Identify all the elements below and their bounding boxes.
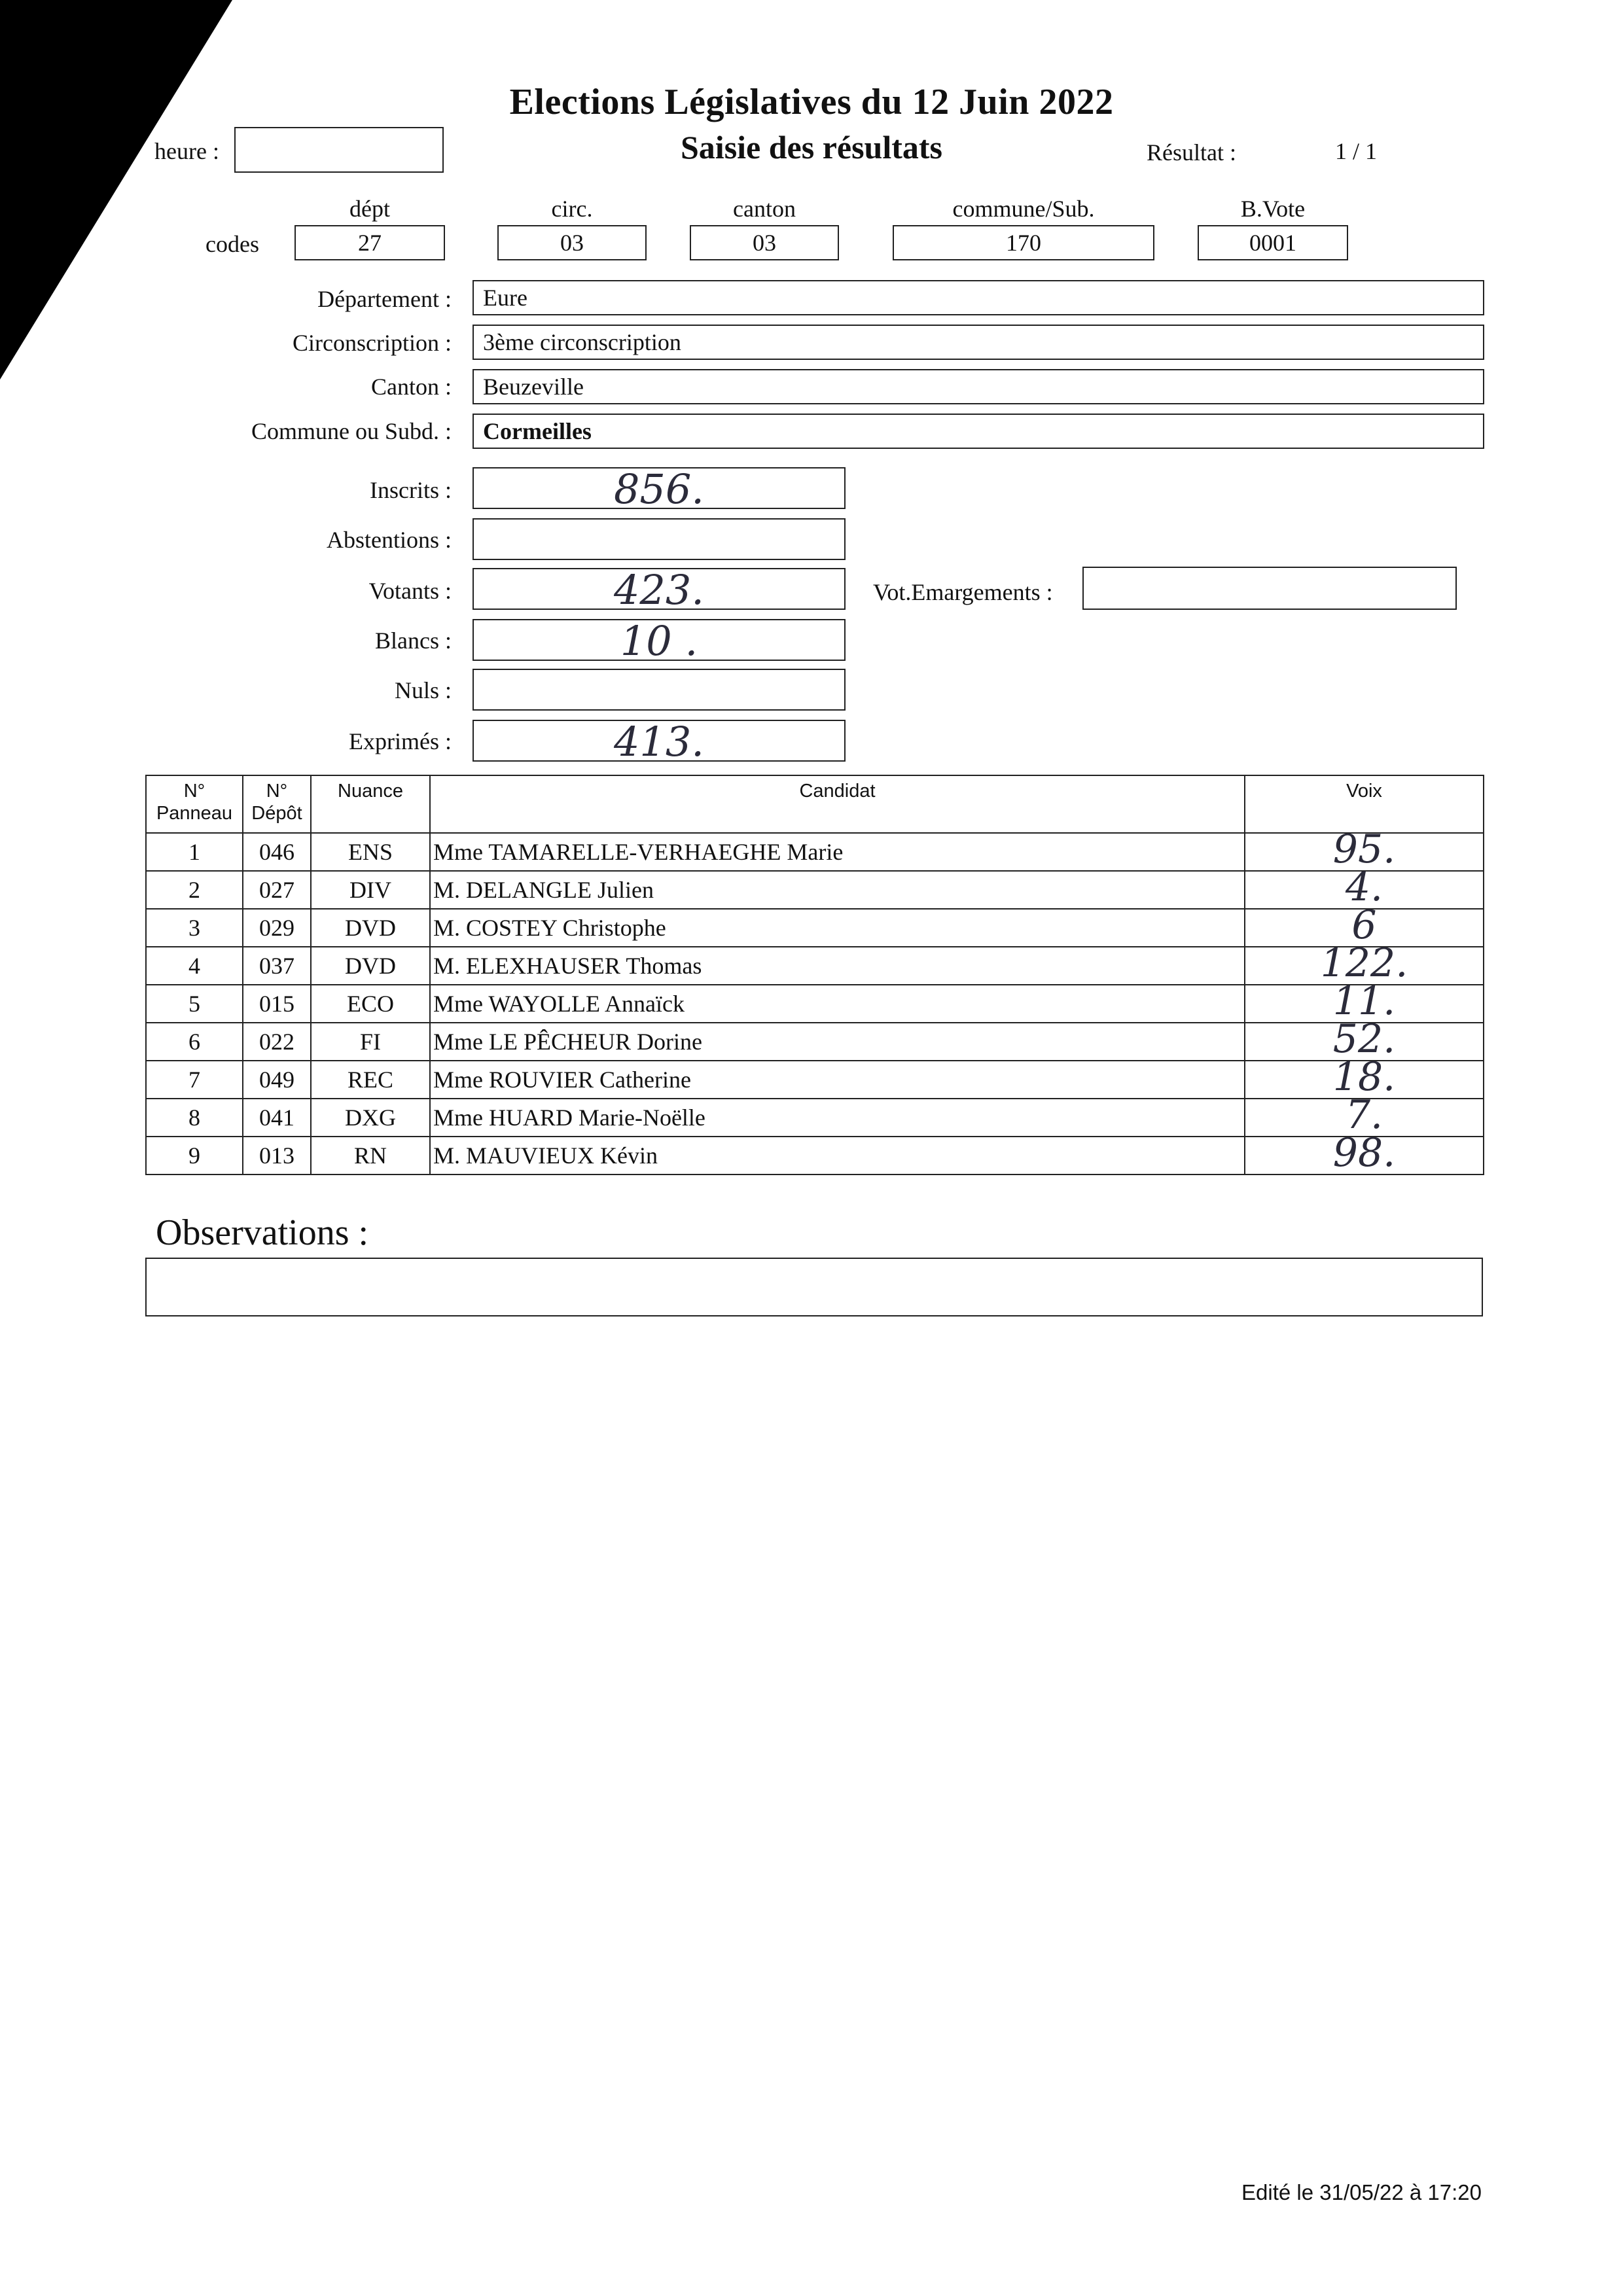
inscrits-label: Inscrits :: [370, 477, 452, 503]
circonscription-label: Circonscription :: [293, 330, 452, 356]
depot-cell: 037: [243, 947, 311, 985]
commune-field[interactable]: Cormeilles: [473, 414, 1484, 449]
voix-value: 98.: [1332, 1130, 1396, 1176]
candidat-cell: Mme TAMARELLE-VERHAEGHE Marie: [430, 833, 1245, 871]
code-dept-field[interactable]: [294, 225, 445, 260]
vot-emargements-label: Vot.Emargements :: [873, 579, 1053, 605]
nuance-cell: DVD: [311, 947, 430, 985]
col-candidat-header: Candidat: [430, 775, 1245, 833]
depot-cell: 022: [243, 1023, 311, 1061]
code-circ-label: circ.: [551, 196, 593, 222]
depot-cell: 015: [243, 985, 311, 1023]
candidat-cell: Mme LE PÊCHEUR Dorine: [430, 1023, 1245, 1061]
circonscription-field[interactable]: 3ème circonscription: [473, 325, 1484, 360]
candidat-cell: M. COSTEY Christophe: [430, 909, 1245, 947]
edited-timestamp: Edité le 31/05/22 à 17:20: [1241, 2180, 1482, 2204]
vot-emargements-field[interactable]: [1082, 567, 1457, 610]
panneau-cell: 2: [146, 871, 243, 909]
panneau-cell: 1: [146, 833, 243, 871]
departement-label: Département :: [317, 286, 452, 312]
col-nuance-header: Nuance: [311, 775, 430, 833]
table-header-row: [146, 775, 1484, 833]
voix-value: 11.: [1332, 978, 1396, 1024]
code-dept-label: dépt: [349, 196, 390, 222]
inscrits-value: 856.: [613, 465, 705, 513]
results-table: [145, 775, 1484, 1175]
resultat-label: Résultat :: [1147, 139, 1236, 166]
exprimes-value: 413.: [613, 718, 705, 766]
code-circ-field[interactable]: [497, 225, 647, 260]
heure-field[interactable]: [234, 127, 444, 173]
table-row: [146, 1099, 1484, 1137]
voix-value: 122.: [1320, 940, 1408, 986]
exprimes-field[interactable]: [473, 718, 846, 766]
page-title: Elections Législatives du 12 Juin 2022: [509, 82, 1114, 122]
nuance-cell: RN: [311, 1137, 430, 1174]
canton-label: Canton :: [371, 374, 452, 400]
table-row: [146, 909, 1484, 947]
depot-cell: 041: [243, 1099, 311, 1137]
code-bvote-label: B.Vote: [1240, 196, 1306, 222]
resultat-value: 1 / 1: [1335, 138, 1378, 164]
blancs-field[interactable]: [473, 617, 846, 665]
votants-label: Votants :: [368, 578, 452, 604]
depot-cell: 029: [243, 909, 311, 947]
code-canton-label: canton: [733, 196, 796, 222]
table-row: [146, 1061, 1484, 1099]
candidat-cell: M. MAUVIEUX Kévin: [430, 1137, 1245, 1174]
panneau-cell: 5: [146, 985, 243, 1023]
code-dept-value: 27: [358, 230, 382, 256]
panneau-cell: 7: [146, 1061, 243, 1099]
table-row: [146, 947, 1484, 985]
votants-value: 423.: [613, 566, 705, 614]
candidat-cell: Mme HUARD Marie-Noëlle: [430, 1099, 1245, 1137]
code-commune-label: commune/Sub.: [952, 196, 1095, 222]
voix-value: 18.: [1332, 1054, 1396, 1100]
code-commune-field[interactable]: [893, 225, 1154, 260]
abstentions-label: Abstentions :: [326, 527, 452, 553]
code-bvote-field[interactable]: [1198, 225, 1348, 260]
depot-cell: 049: [243, 1061, 311, 1099]
depot-cell: 013: [243, 1137, 311, 1174]
table-row: [146, 871, 1484, 909]
candidat-cell: M. DELANGLE Julien: [430, 871, 1245, 909]
code-canton-field[interactable]: [690, 225, 839, 260]
code-canton-value: 03: [753, 230, 776, 256]
candidat-cell: Mme ROUVIER Catherine: [430, 1061, 1245, 1099]
candidat-cell: Mme WAYOLLE Annaïck: [430, 985, 1245, 1023]
panneau-cell: 3: [146, 909, 243, 947]
panneau-cell: 6: [146, 1023, 243, 1061]
exprimes-label: Exprimés :: [349, 728, 452, 754]
code-bvote-value: 0001: [1249, 230, 1296, 256]
nuls-field[interactable]: [473, 669, 846, 711]
nuance-cell: DXG: [311, 1099, 430, 1137]
voix-value: 95.: [1332, 826, 1396, 872]
voix-value: 4.: [1345, 864, 1383, 910]
canton-field[interactable]: Beuzeville: [473, 369, 1484, 404]
code-circ-value: 03: [560, 230, 584, 256]
table-row: [146, 1023, 1484, 1061]
nuance-cell: DVD: [311, 909, 430, 947]
nuance-cell: DIV: [311, 871, 430, 909]
voix-cell[interactable]: [1245, 1130, 1484, 1176]
abstentions-field[interactable]: [473, 518, 846, 560]
panneau-cell: 4: [146, 947, 243, 985]
scan-corner-shadow: [0, 0, 236, 386]
voix-value: 52.: [1332, 1016, 1396, 1062]
page-subtitle: Saisie des résultats: [681, 129, 942, 166]
inscrits-field[interactable]: [473, 465, 846, 513]
nuance-cell: FI: [311, 1023, 430, 1061]
depot-cell: 027: [243, 871, 311, 909]
heure-label: heure :: [154, 138, 219, 164]
depot-cell: 046: [243, 833, 311, 871]
col-panneau-header: N° Panneau: [146, 775, 243, 833]
panneau-cell: 8: [146, 1099, 243, 1137]
commune-label: Commune ou Subd. :: [251, 418, 452, 444]
nuls-label: Nuls :: [394, 677, 452, 703]
col-voix-header: Voix: [1245, 775, 1484, 833]
voix-value: 7.: [1345, 1092, 1383, 1138]
candidat-cell: M. ELEXHAUSER Thomas: [430, 947, 1245, 985]
nuance-cell: ENS: [311, 833, 430, 871]
code-commune-value: 170: [1006, 230, 1041, 256]
table-row: [146, 833, 1484, 871]
table-row: [146, 1137, 1484, 1174]
departement-field[interactable]: Eure: [473, 280, 1484, 315]
table-row: [146, 985, 1484, 1023]
voix-value: 6: [1351, 902, 1377, 948]
nuance-cell: ECO: [311, 985, 430, 1023]
observations-label: Observations :: [156, 1212, 369, 1253]
panneau-cell: 9: [146, 1137, 243, 1174]
votants-field[interactable]: [473, 566, 846, 614]
col-depot-header: N° Dépôt: [243, 775, 311, 833]
blancs-value: 10 .: [620, 617, 698, 665]
codes-label: codes: [205, 231, 259, 257]
nuance-cell: REC: [311, 1061, 430, 1099]
blancs-label: Blancs :: [375, 627, 452, 654]
observations-field[interactable]: [145, 1258, 1483, 1316]
